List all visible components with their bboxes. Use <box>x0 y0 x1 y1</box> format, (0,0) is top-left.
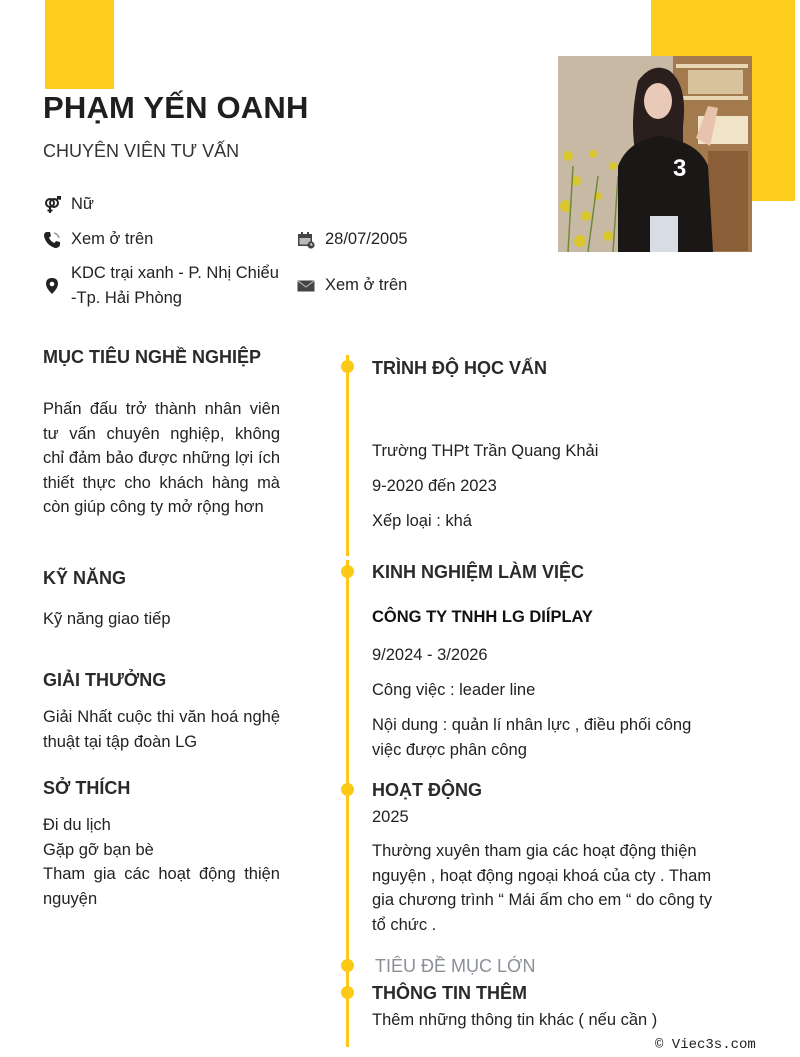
timeline-dot <box>341 783 354 796</box>
candidate-name: PHẠM YẾN OANH <box>43 90 309 125</box>
phone-value: Xem ở trên <box>71 230 154 248</box>
section-title-activities: HOẠT ĐỘNG <box>372 780 482 800</box>
activities-text: Thường xuyên tham gia các hoạt động thiện nguyện , hoạt động ngoại khoá của cty . Tham gia chương trình “ Mái ấm cho em “ do công ty tổ chức . <box>372 842 713 934</box>
timeline-dot <box>341 565 354 578</box>
timeline-dot <box>341 986 354 999</box>
education-school: Trường THPt Trần Quang Khải <box>372 442 599 460</box>
activities-year: 2025 <box>372 808 409 826</box>
timeline-line <box>346 560 349 1047</box>
timeline-dot <box>341 360 354 373</box>
profile-photo <box>558 56 752 252</box>
birthday-value: 28/07/2005 <box>325 230 408 248</box>
section-title-experience: KINH NGHIỆM LÀM VIỆC <box>372 562 585 582</box>
svg-text:3: 3 <box>673 155 687 182</box>
section-title-objective: MỤC TIÊU NGHỀ NGHIỆP <box>43 347 262 367</box>
location-pin-icon <box>43 277 61 295</box>
experience-role: Công việc : leader line <box>372 681 536 699</box>
section-title-extra: THÔNG TIN THÊM <box>372 983 527 1003</box>
experience-content: Nội dung : quản lí nhân lực , điều phối công việc được phân công <box>372 716 692 759</box>
extra-text: Thêm những thông tin khác ( nếu cần ) <box>372 1011 658 1029</box>
hobby-item: Gặp gỡ bạn bè <box>43 840 154 859</box>
envelope-icon <box>297 277 315 295</box>
experience-company: CÔNG TY TNHH LG DIÍPLAY <box>372 608 593 626</box>
gender-icon <box>43 196 61 214</box>
contact-phone <box>43 227 153 252</box>
education-grade: Xếp loại : khá <box>372 512 472 530</box>
address-value: KDC trại xanh - P. Nhị Chiểu -Tp. Hải Phòng <box>71 264 279 307</box>
contact-gender <box>43 192 94 217</box>
section-title-hobbies: SỞ THÍCH <box>43 778 131 798</box>
section-title-awards: GIẢI THƯỞNG <box>43 670 167 690</box>
skill-item: Kỹ năng giao tiếp <box>43 610 171 628</box>
email-value: Xem ở trên <box>325 276 408 294</box>
section-title-education: TRÌNH ĐỘ HỌC VẤN <box>372 358 547 378</box>
calendar-icon <box>297 231 315 249</box>
education-period: 9-2020 đến 2023 <box>372 477 497 495</box>
hobbies-list <box>43 813 280 911</box>
copyright: © Viec3s.com <box>655 1037 756 1053</box>
section-title-skills: KỸ NĂNG <box>43 568 127 588</box>
timeline-dot <box>341 959 354 972</box>
timeline-line <box>346 355 349 556</box>
contact-email <box>297 273 407 298</box>
phone-icon <box>43 231 61 249</box>
accent-block-left <box>45 0 114 89</box>
awards-text: Giải Nhất cuộc thi văn hoá nghệ thuật tại tập đoàn LG <box>43 708 280 751</box>
contact-address <box>43 261 279 311</box>
hobby-item: Tham gia các hoạt động thiện nguyện <box>43 865 280 908</box>
placeholder-section-title: TIÊU ĐỀ MỤC LỚN <box>375 956 536 976</box>
experience-period: 9/2024 - 3/2026 <box>372 646 488 664</box>
job-title: CHUYÊN VIÊN TƯ VẤN <box>43 141 240 161</box>
gender-value: Nữ <box>71 195 94 213</box>
contact-birthday <box>297 227 408 252</box>
hobby-item: Đi du lịch <box>43 816 111 834</box>
objective-text: Phấn đấu trở thành nhân viên tư vấn chuyên nghiệp, không chỉ đảm bảo được những lợi ích thiết thực cho khách hàng mà còn giúp công ty mở rộng hơn <box>43 400 280 516</box>
